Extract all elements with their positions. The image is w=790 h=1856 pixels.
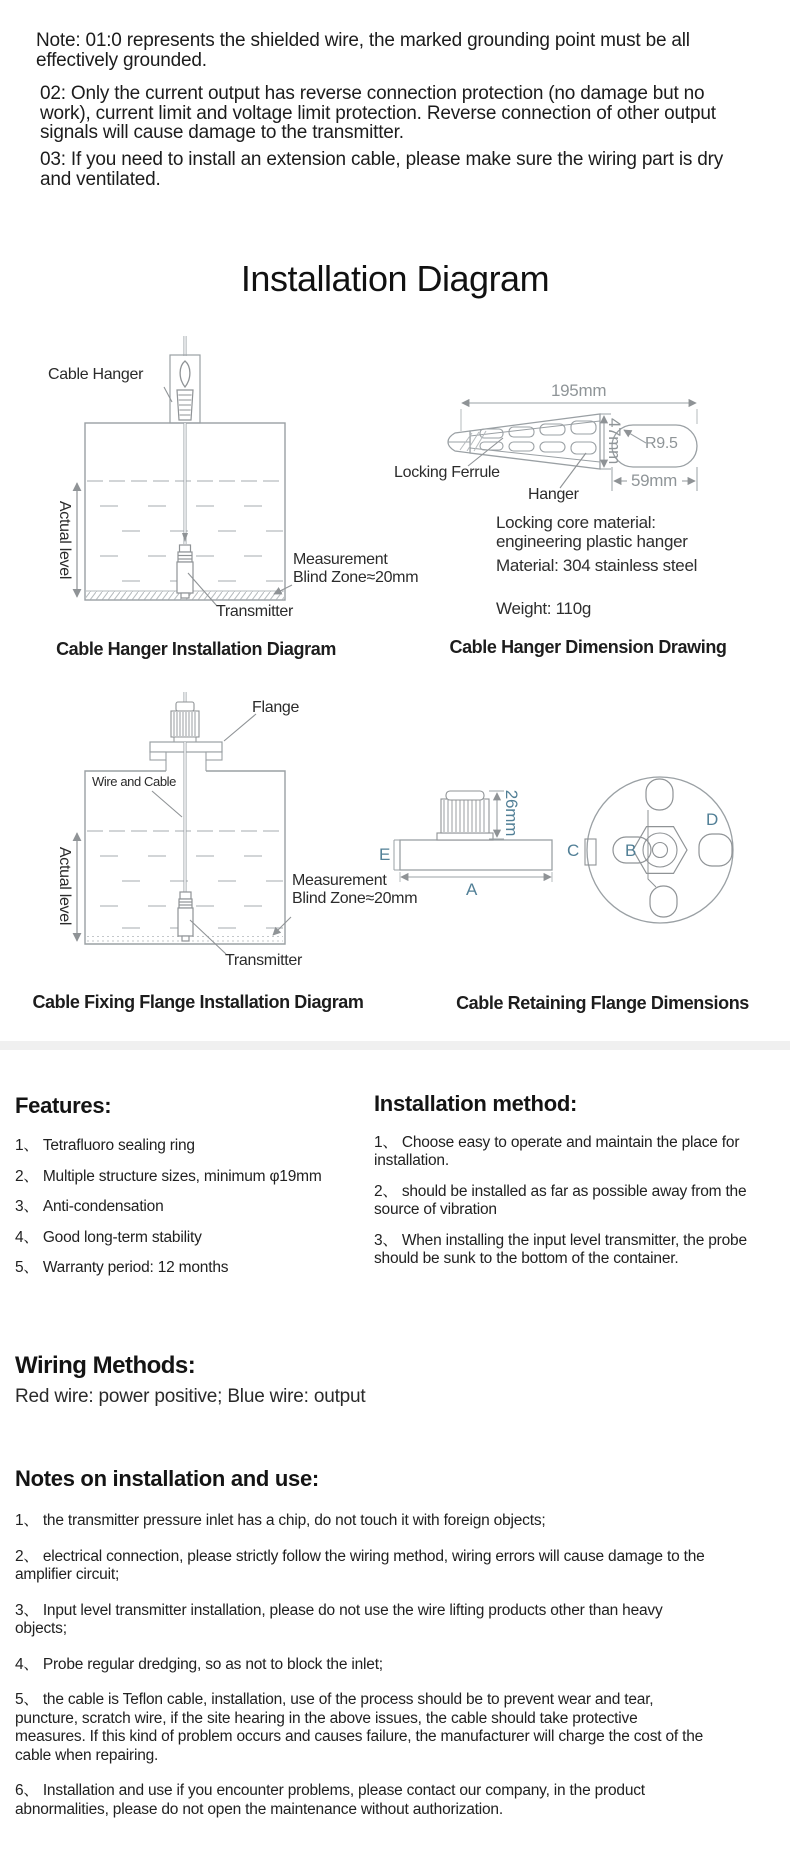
transmitter-shape <box>177 545 193 598</box>
feature-item: 3、 Anti-condensation <box>15 1198 164 1215</box>
blind-zone-label-2: Measurement Blind Zone≈20mm <box>292 872 418 907</box>
flange-side-view <box>400 840 552 870</box>
blind-zone-label-1: Measurement Blind Zone≈20mm <box>293 551 419 586</box>
material-spec: Material: 304 stainless steel <box>496 556 698 575</box>
note-03: 03: If you need to install an extension cable, please make sure the wiring part is dry and ventilated. <box>40 149 724 190</box>
usage-notes-section <box>15 1466 707 1836</box>
caption-flange-installation: Cable Fixing Flange Installation Diagram <box>32 992 364 1012</box>
section-divider <box>0 1041 790 1050</box>
usage-note-item: 3、 Input level transmitter installation, please do not use the wire lifting products other than heavy objects; <box>15 1601 663 1637</box>
installation-method-section <box>374 1091 778 1280</box>
cable-hanger-label: Cable Hanger <box>48 366 144 383</box>
installation-method-item: 3、 When installing the input level transmitter, the probe should be sunk to the bottom of the container. <box>374 1232 747 1267</box>
feature-item: 1、 Tetrafluoro sealing ring <box>15 1137 195 1154</box>
transmitter-shape-2 <box>178 892 193 941</box>
length-dim-label: 195mm <box>551 381 607 400</box>
a-dim-label: A <box>466 880 478 899</box>
center-hex-nut <box>633 827 687 874</box>
caption-hanger-dimension: Cable Hanger Dimension Drawing <box>449 637 727 657</box>
d-dim-label: D <box>706 810 719 829</box>
caption-hanger-installation: Cable Hanger Installation Diagram <box>56 639 336 659</box>
usage-note-item: 1、 the transmitter pressure inlet has a chip, do not touch it with foreign objects; <box>15 1512 546 1529</box>
hanger-label: Hanger <box>528 486 579 503</box>
usage-notes-list <box>15 1512 707 1819</box>
locking-ferrule-label: Locking Ferrule <box>394 464 500 481</box>
features-heading: Features: <box>15 1093 112 1118</box>
features-section <box>15 1093 370 1290</box>
installation-method-item: 2、 should be installed as far as possible away from the source of vibration <box>374 1183 747 1218</box>
usage-note-item: 2、 electrical connection, please strictly follow the wiring method, wiring errors will cause damage to the amplifier circuit; <box>15 1547 705 1583</box>
actual-level-label-2: Actual level <box>56 846 73 926</box>
features-list <box>15 1137 370 1277</box>
radius-dim-label: R9.5 <box>645 435 678 452</box>
width-dim-label: 59mm <box>631 471 678 490</box>
cable-and-hanger <box>170 336 200 544</box>
wiring-heading: Wiring Methods: <box>15 1352 196 1379</box>
usage-note-item: 5、 the cable is Teflon cable, installation, use of the process should be to prevent wear and tear, puncture, scratch wire, if the site hearing in the above issues, the cable should take protective measures. If this kind of problem occurs and causes failure, the manufacturer will charge the cost of the cable when repairing. <box>15 1691 704 1764</box>
cable-direction-arrow <box>182 533 188 542</box>
actual-level-label-1: Actual level <box>56 500 73 580</box>
b-dim-label: B <box>625 841 637 860</box>
e-dim-label: E <box>379 845 391 864</box>
feature-item: 2、 Multiple structure sizes, minimum φ19mm <box>15 1167 322 1185</box>
core-material-spec: Locking core material: engineering plastic hanger <box>496 513 688 551</box>
flange-dimension-drawing <box>394 777 733 923</box>
height-dim-label: 47mm <box>605 417 624 465</box>
wiring-section <box>15 1352 715 1408</box>
usage-note-item: 4、 Probe regular dredging, so as not to block the inlet; <box>15 1655 383 1673</box>
weight-spec: Weight: 110g <box>496 599 592 618</box>
installation-method-item: 1、 Choose easy to operate and maintain the place for installation. <box>374 1134 740 1169</box>
note-01: Note: 01:0 represents the shielded wire, the marked grounding point must be all effectively grounded. <box>36 30 690 71</box>
feature-item: 4、 Good long-term stability <box>15 1228 202 1246</box>
transmitter-label-2: Transmitter <box>225 952 303 969</box>
note-02: 02: Only the current output has reverse connection protection (no damage but no work), current limit and voltage limit protection. Reverse connection of other output signals will cause damage to the transmitter. <box>40 83 716 143</box>
usage-notes-heading: Notes on installation and use: <box>15 1466 319 1491</box>
flange-label: Flange <box>252 699 300 716</box>
wire-and-cable-label: Wire and Cable <box>92 774 176 789</box>
c-dim-label: C <box>567 841 580 860</box>
wiring-body: Red wire: power positive; Blue wire: output <box>15 1386 366 1407</box>
installation-method-heading: Installation method: <box>374 1091 578 1116</box>
cable-thimble <box>180 361 190 387</box>
feature-item: 5、 Warranty period: 12 months <box>15 1259 229 1276</box>
transmitter-label-1: Transmitter <box>216 603 294 620</box>
gland-height-label: 26mm <box>502 789 521 837</box>
page-title: Installation Diagram <box>240 258 550 299</box>
installation-method-list <box>374 1134 778 1267</box>
usage-note-item: 6、 Installation and use if you encounter problems, please contact our company, in the product abnormalities, please do not open the maintenance without authorization. <box>15 1782 645 1818</box>
flange-installation-drawing <box>0 690 790 990</box>
caption-flange-dimensions: Cable Retaining Flange Dimensions <box>456 993 749 1013</box>
